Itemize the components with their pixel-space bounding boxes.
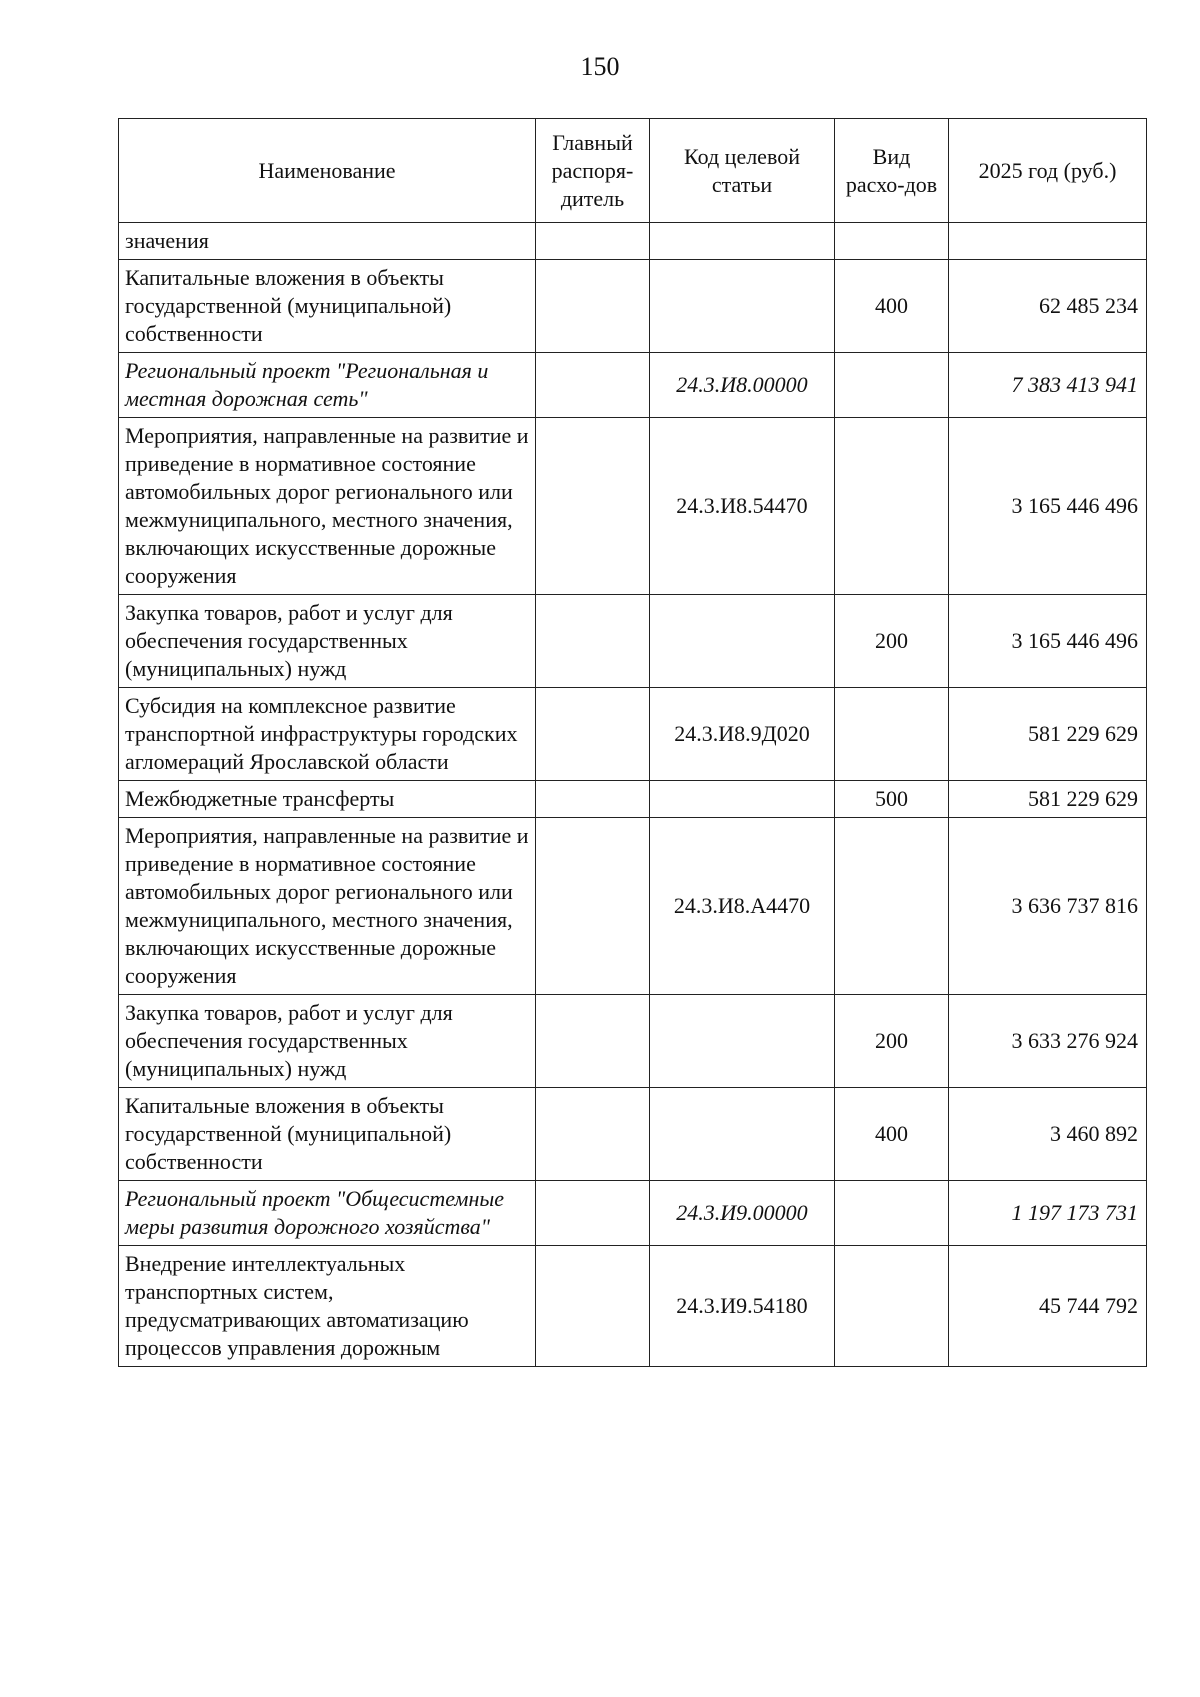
header-name: Наименование <box>119 119 536 223</box>
cell-code <box>650 223 835 260</box>
cell-type <box>835 353 949 418</box>
table-header-row <box>119 119 1147 223</box>
cell-name: Мероприятия, направленные на развитие и приведение в нормативное состояние автомобильных дорог регионального или межмуниципального, местного значения, включающих искусственные дорожные сооружения <box>119 818 536 995</box>
cell-grbs <box>536 418 650 595</box>
cell-type: 400 <box>835 1088 949 1181</box>
cell-grbs <box>536 818 650 995</box>
cell-grbs <box>536 781 650 818</box>
cell-grbs <box>536 223 650 260</box>
header-grbs: Главный распоря-дитель <box>536 119 650 223</box>
cell-type <box>835 1181 949 1246</box>
table-row <box>119 1181 1147 1246</box>
cell-code: 24.3.И8.А4470 <box>650 818 835 995</box>
cell-code: 24.3.И8.9Д020 <box>650 688 835 781</box>
table-row <box>119 1088 1147 1181</box>
cell-amount: 62 485 234 <box>949 260 1147 353</box>
cell-amount: 45 744 792 <box>949 1246 1147 1367</box>
cell-grbs <box>536 1088 650 1181</box>
cell-type <box>835 818 949 995</box>
cell-code <box>650 595 835 688</box>
cell-name: Закупка товаров, работ и услуг для обеспечения государственных (муниципальных) нужд <box>119 995 536 1088</box>
table-row <box>119 781 1147 818</box>
cell-grbs <box>536 260 650 353</box>
cell-name: Мероприятия, направленные на развитие и приведение в нормативное состояние автомобильных дорог регионального или межмуниципального, местного значения, включающих искусственные дорожные сооружения <box>119 418 536 595</box>
cell-name: Межбюджетные трансферты <box>119 781 536 818</box>
table-row <box>119 995 1147 1088</box>
cell-amount: 3 636 737 816 <box>949 818 1147 995</box>
cell-amount: 7 383 413 941 <box>949 353 1147 418</box>
cell-grbs <box>536 353 650 418</box>
table-row <box>119 260 1147 353</box>
table-row <box>119 418 1147 595</box>
table-row <box>119 595 1147 688</box>
table-row <box>119 223 1147 260</box>
table-row <box>119 1246 1147 1367</box>
cell-amount: 3 460 892 <box>949 1088 1147 1181</box>
budget-table <box>118 118 1147 1367</box>
table-row <box>119 353 1147 418</box>
cell-type <box>835 418 949 595</box>
cell-name: Внедрение интеллектуальных транспортных систем, предусматривающих автоматизацию процессов управления дорожным <box>119 1246 536 1367</box>
cell-type: 400 <box>835 260 949 353</box>
cell-amount: 1 197 173 731 <box>949 1181 1147 1246</box>
cell-code: 24.3.И8.00000 <box>650 353 835 418</box>
cell-amount <box>949 223 1147 260</box>
cell-code <box>650 781 835 818</box>
cell-grbs <box>536 995 650 1088</box>
table-row <box>119 688 1147 781</box>
cell-code <box>650 995 835 1088</box>
cell-amount: 581 229 629 <box>949 781 1147 818</box>
header-code: Код целевой статьи <box>650 119 835 223</box>
cell-name: Региональный проект "Общесистемные меры развития дорожного хозяйства" <box>119 1181 536 1246</box>
cell-grbs <box>536 1181 650 1246</box>
cell-type <box>835 223 949 260</box>
cell-type: 200 <box>835 995 949 1088</box>
cell-code <box>650 260 835 353</box>
header-type: Вид расхо-дов <box>835 119 949 223</box>
page-number: 150 <box>580 52 620 81</box>
cell-name: Региональный проект "Региональная и местная дорожная сеть" <box>119 353 536 418</box>
cell-name: значения <box>119 223 536 260</box>
cell-grbs <box>536 595 650 688</box>
table-body <box>119 223 1147 1367</box>
cell-type: 500 <box>835 781 949 818</box>
cell-amount: 3 165 446 496 <box>949 595 1147 688</box>
cell-name: Закупка товаров, работ и услуг для обеспечения государственных (муниципальных) нужд <box>119 595 536 688</box>
cell-code <box>650 1088 835 1181</box>
cell-name: Капитальные вложения в объекты государственной (муниципальной) собственности <box>119 260 536 353</box>
cell-code: 24.3.И9.54180 <box>650 1246 835 1367</box>
cell-grbs <box>536 688 650 781</box>
cell-amount: 3 633 276 924 <box>949 995 1147 1088</box>
cell-type: 200 <box>835 595 949 688</box>
cell-amount: 581 229 629 <box>949 688 1147 781</box>
cell-type <box>835 688 949 781</box>
cell-name: Субсидия на комплексное развитие транспортной инфраструктуры городских агломераций Ярославской области <box>119 688 536 781</box>
cell-code: 24.3.И9.00000 <box>650 1181 835 1246</box>
cell-code: 24.3.И8.54470 <box>650 418 835 595</box>
cell-grbs <box>536 1246 650 1367</box>
cell-type <box>835 1246 949 1367</box>
table-row <box>119 818 1147 995</box>
header-amount: 2025 год (руб.) <box>949 119 1147 223</box>
cell-name: Капитальные вложения в объекты государственной (муниципальной) собственности <box>119 1088 536 1181</box>
cell-amount: 3 165 446 496 <box>949 418 1147 595</box>
